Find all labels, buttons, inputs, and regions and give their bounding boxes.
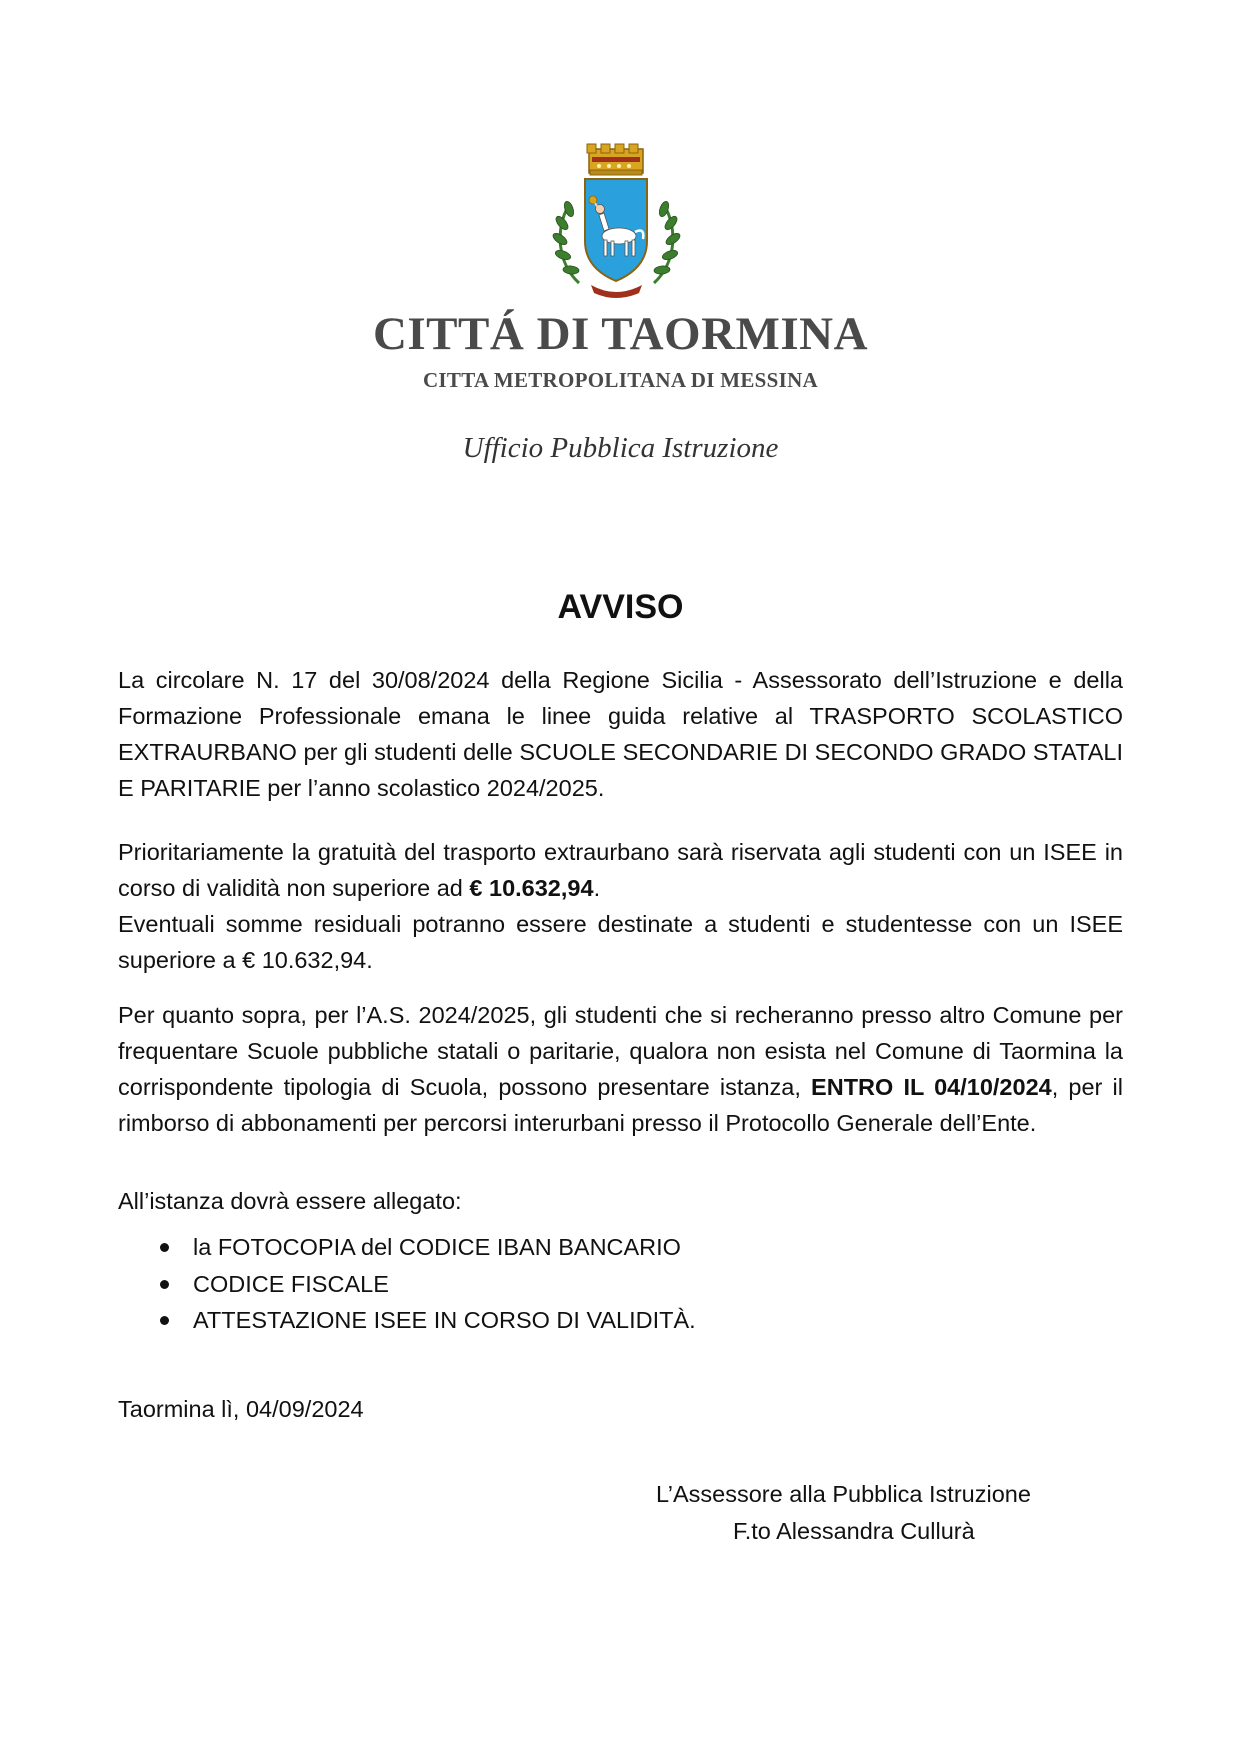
bullet-icon (160, 1280, 169, 1289)
coat-of-arms-icon (549, 143, 684, 303)
paragraph-priority (118, 834, 1123, 906)
application-end: , per il rimborso di abbonamenti per percorsi interurbani presso il Protocollo Generale dell’Ente. (118, 1074, 1123, 1136)
attachments-list (118, 1229, 1018, 1339)
notice-title: AVVISO (557, 588, 684, 626)
city-subtitle: CITTA METROPOLITANA DI MESSINA (422, 368, 819, 392)
bullet-icon (160, 1316, 169, 1325)
application-deadline: ENTRO IL 04/10/2024 (811, 1074, 1052, 1100)
paragraph-circolare: La circolare N. 17 del 30/08/2024 della Regione Sicilia - Assessorato dell’Istruzione e della Formazione Professionale emana le linee guida relative al TRASPORTO SCOLASTICO EXTRAURBANO per gli studenti delle SCUOLE SECONDARIE DI SECONDO GRADO STATALI E PARITARIE per l’anno scolastico 2024/2025. (118, 667, 1123, 801)
list-item-text: CODICE FISCALE (193, 1270, 389, 1297)
list-item (118, 1302, 1018, 1339)
paragraph-application (118, 997, 1123, 1141)
isee-threshold: € 10.632,94 (469, 875, 594, 901)
priority-text: Prioritariamente la gratuità del trasporto extraurbano sarà riservata agli studenti con un ISEE in corso di validità non superiore ad (118, 839, 1123, 901)
signatory-role: L’Assessore alla Pubblica Istruzione (656, 1481, 1031, 1507)
list-item-text: la FOTOCOPIA del CODICE IBAN BANCARIO (193, 1234, 681, 1260)
place-date: Taormina lì, 04/09/2024 (118, 1396, 364, 1422)
attachments-intro: All’istanza dovrà essere allegato: (118, 1188, 462, 1214)
bullet-icon (160, 1243, 169, 1252)
paragraph-residual: Eventuali somme residuali potranno essere destinate a studenti e studentesse con un ISEE superiore a € 10.632,94. (118, 911, 1123, 973)
list-item (118, 1266, 1018, 1303)
application-text: Per quanto sopra, per l’A.S. 2024/2025, gli studenti che si recheranno presso altro Comune per frequentare Scuole pubbliche statali o paritarie, qualora non esista nel Comune di Taormina la corrispondente tipologia di Scuola, possono presentare istanza, (118, 1002, 1123, 1100)
office-name: Ufficio Pubblica Istruzione (462, 432, 779, 464)
priority-end: . (593, 875, 601, 901)
signatory-name: F.to Alessandra Cullurà (733, 1518, 975, 1544)
list-item (118, 1229, 1018, 1266)
city-title: CITTÁ DI TAORMINA (372, 308, 869, 360)
list-item-text: ATTESTAZIONE ISEE IN CORSO DI VALIDITÀ. (193, 1307, 696, 1333)
